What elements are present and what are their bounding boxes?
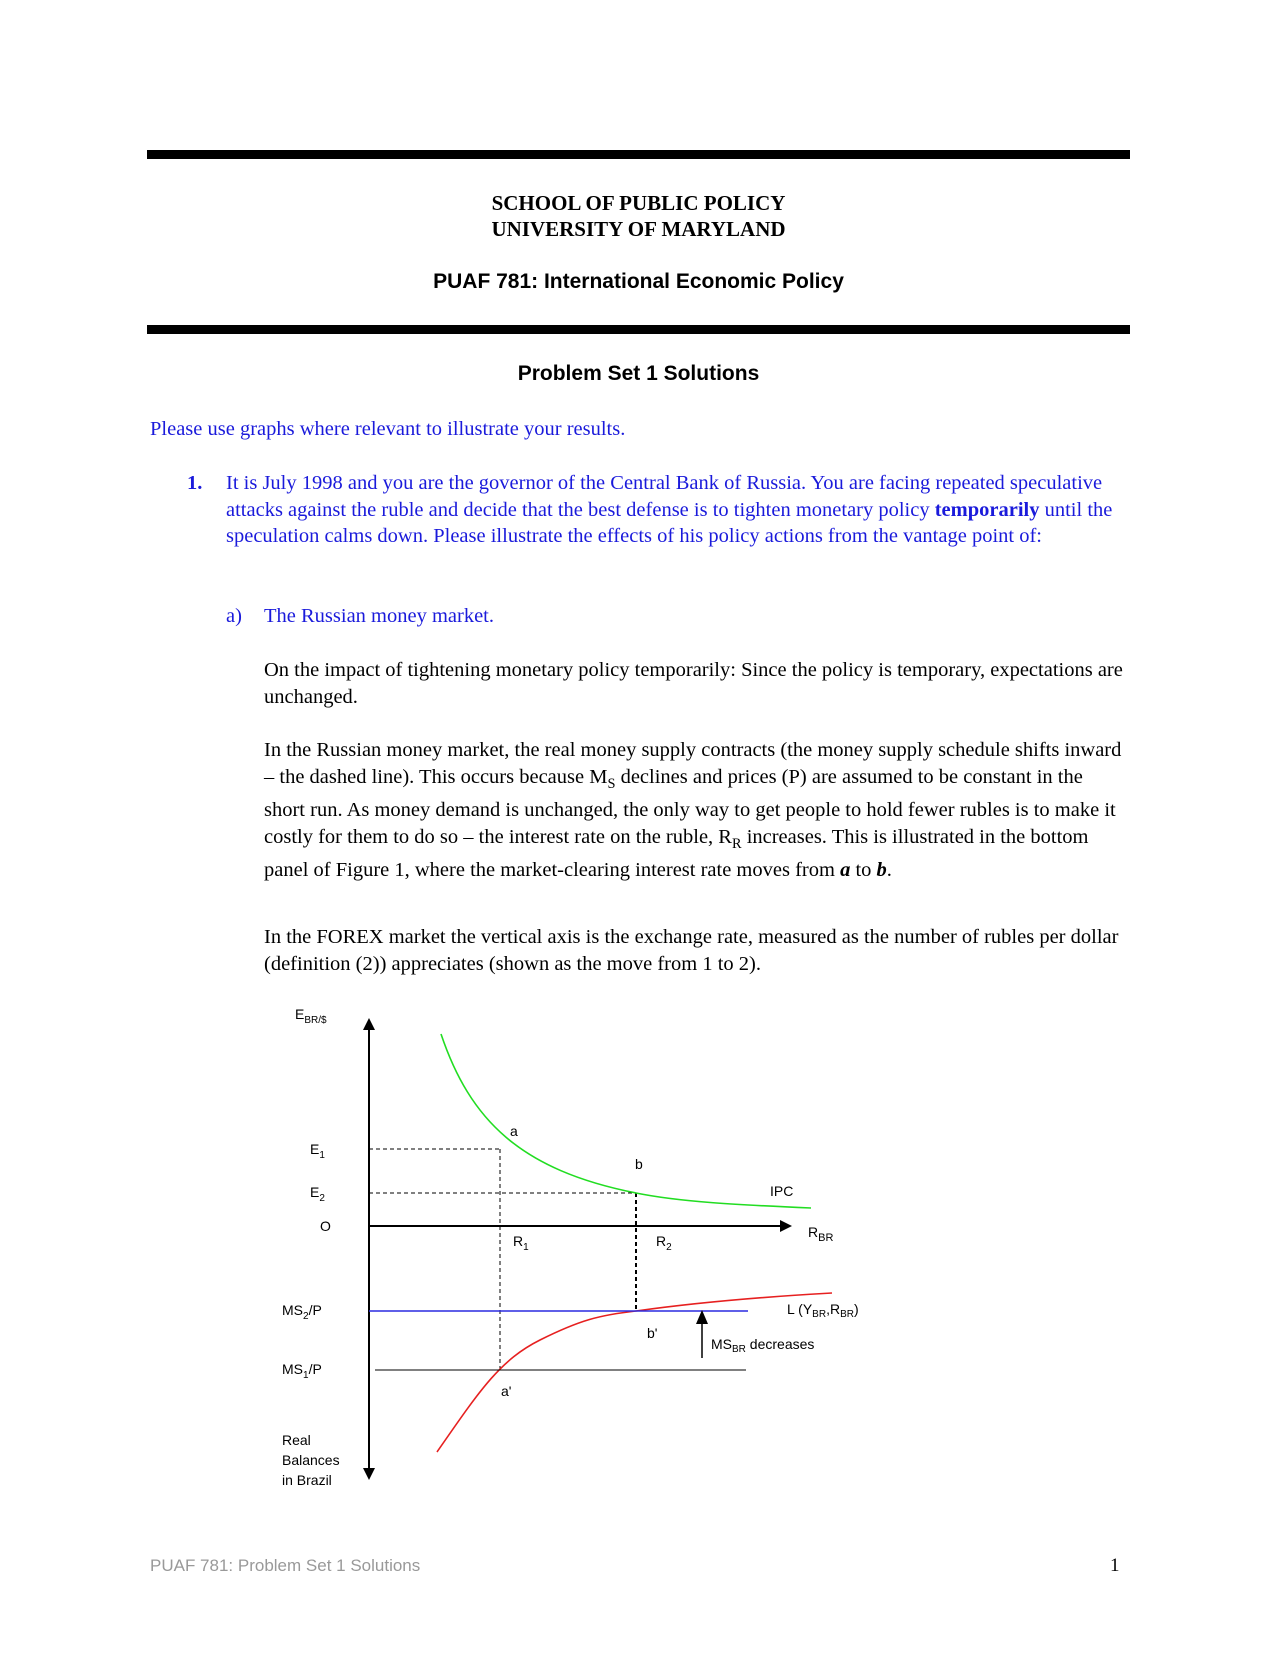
question-number: 1. — [187, 472, 203, 494]
doc-title: Problem Set 1 Solutions — [517, 362, 760, 385]
answer-paragraph-2: In the Russian money market, the real money supply contracts (the money supply schedule shifts inward – the dashed line). This occurs because $M_S$ declines and prices (P) are assumed to be constant in the short run. As money demand is unchanged, the only way to get people to hold fewer rubles is to make it costly for them to do so – the interest rate on the ruble, $R_R$ increases. This is illustrated in the bottom panel of Figure 1, where the market-clearing interest rate moves from a to b. — [264, 739, 1122, 882]
real-balances-label-3: in Brazil — [282, 1472, 332, 1488]
ipc-curve — [441, 1034, 811, 1208]
point-b-prime-label: b' — [647, 1325, 658, 1341]
point-b-label: b — [635, 1156, 643, 1172]
ms2-label: $MS_2/P$ — [282, 1302, 322, 1322]
point-a-label: a — [510, 1123, 518, 1139]
r2-label: $R_2$ — [656, 1233, 672, 1253]
ms-decrease-arrowhead — [696, 1310, 708, 1324]
real-balances-label-1: Real — [282, 1432, 311, 1448]
ipc-label: IPC — [770, 1183, 794, 1199]
origin-label: O — [320, 1218, 331, 1234]
answer-paragraph-3: In the FOREX market the vertical axis is the exchange rate, measured as the number of rubles per dollar (definition (2)) appreciates (shown as the move from 1 to 2). — [264, 926, 1119, 975]
real-balances-label-2: Balances — [282, 1452, 340, 1468]
school-name: SCHOOL OF PUBLIC POLICY — [491, 191, 786, 215]
vertical-axis-arrow-top — [363, 1018, 375, 1030]
point-a-prime-label: a' — [501, 1383, 512, 1399]
y-axis-top-label: $E_{BR/\$}$ — [295, 1006, 327, 1026]
question-1-text: It is July 1998 and you are the governor of the Central Bank of Russia. You are facing repeated speculative attacks against the ruble and decide that the best defense is to tighten monetary policy temporarily until the speculation calms down. Please illustrate the effects of his policy actions from the vantage point of: — [226, 472, 1113, 547]
part-a-text: The Russian money market. — [264, 605, 495, 627]
ms-decreases-label: $MS_{BR}$ decreases — [711, 1336, 815, 1355]
horizontal-axis-arrow — [780, 1220, 792, 1232]
footer-title: PUAF 781: Problem Set 1 Solutions — [150, 1556, 421, 1575]
answer-paragraph-1: On the impact of tightening monetary policy temporarily: Since the policy is temporary, expectations are unchanged. — [264, 659, 1123, 708]
part-a-label: a) — [226, 605, 242, 627]
page-number: 1 — [1110, 1555, 1120, 1576]
money-demand-curve — [437, 1293, 832, 1452]
ms1-label: $MS_1/P$ — [282, 1361, 322, 1381]
e1-label: $E_1$ — [310, 1141, 325, 1161]
university-name: UNIVERSITY OF MARYLAND — [491, 217, 786, 241]
vertical-axis-arrow-bottom — [363, 1468, 375, 1480]
e2-label: $E_2$ — [310, 1184, 325, 1204]
r1-label: $R_1$ — [513, 1233, 529, 1253]
course-title: PUAF 781: International Economic Policy — [433, 270, 844, 293]
x-axis-label: $R_{BR}$ — [808, 1224, 834, 1244]
intro-text: Please use graphs where relevant to illustrate your results. — [150, 418, 626, 440]
money-demand-label: L $(Y_{BR},R_{BR})$ — [787, 1301, 859, 1320]
